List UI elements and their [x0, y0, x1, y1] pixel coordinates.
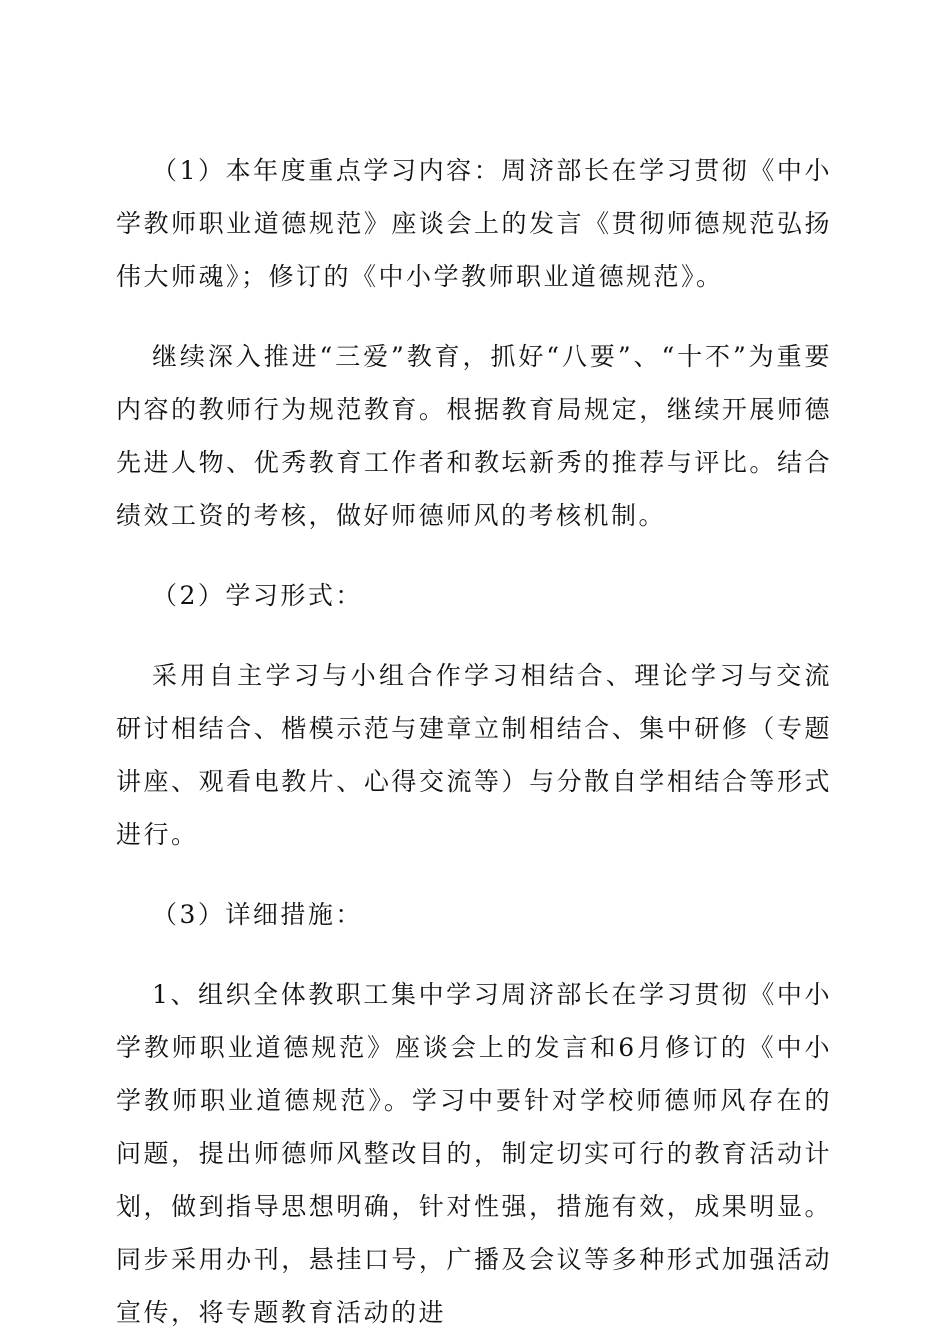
paragraph-behavior-education: 继续深入推进“三爱”教育，抓好“八要”、“十不”为重要内容的教师行为规范教育。根据教育局规定，继续开展师德先进人物、优秀教育工作者和教坛新秀的推荐与评比。结合绩效工资的考核，做好师德师风的考核机制。 — [116, 342, 832, 530]
paragraph-measure-1: 1、组织全体教职工集中学习周济部长在学习贯彻《中小学教师职业道德规范》座谈会上的发言和6月修订的《中小学教师职业道德规范》。学习中要针对学校师德师风存在的问题，提出师德师风整改目的，制定切实可行的教育活动计划，做到指导思想明确，针对性强，措施有效，成果明显。同步采用办刊，悬挂口号，广播及会议等多种形式加强活动宣传，将专题教育活动的进 — [116, 980, 832, 1327]
paragraph-study-form: 采用自主学习与小组合作学习相结合、理论学习与交流研讨相结合、楷模示范与建章立制相结合、集中研修（专题讲座、观看电教片、心得交流等）与分散自学相结合等形式进行。 — [116, 661, 832, 849]
paragraph-heading-study-form: （2）学习形式： — [152, 581, 363, 610]
document-body — [116, 144, 832, 1339]
paragraph-study-content: （1）本年度重点学习内容：周济部长在学习贯彻《中小学教师职业道德规范》座谈会上的发言《贯彻师德规范弘扬伟大师魂》；修订的《中小学教师职业道德规范》。 — [116, 156, 832, 291]
paragraph-heading-measures: （3）详细措施： — [152, 900, 363, 929]
